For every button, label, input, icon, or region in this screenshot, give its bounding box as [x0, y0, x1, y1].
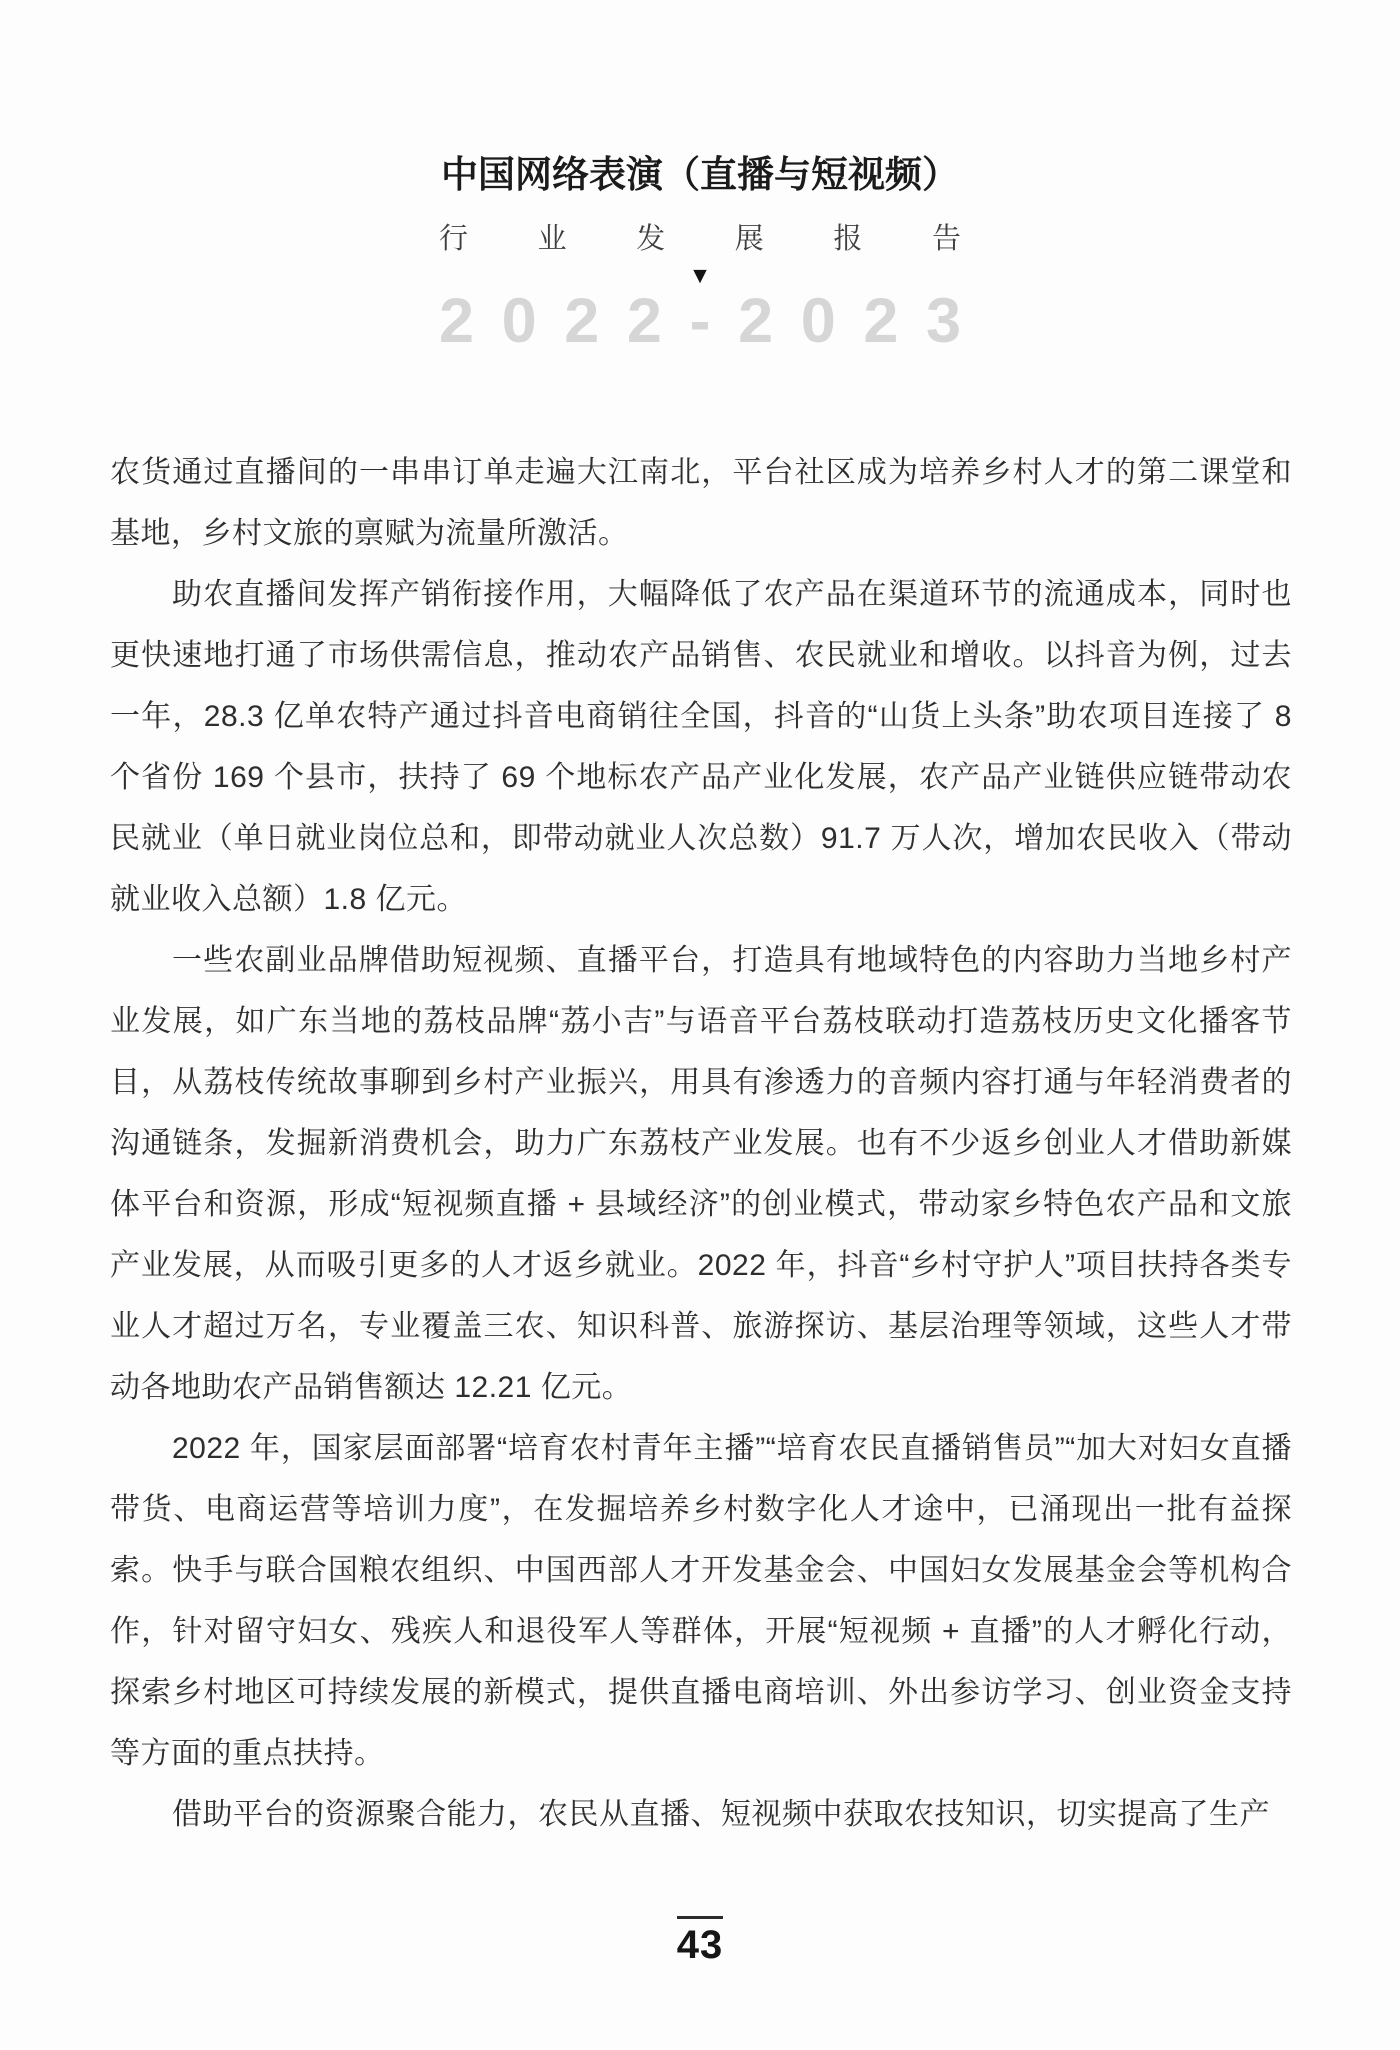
report-title: 中国网络表演（直播与短视频） [441, 154, 959, 195]
paragraph: 助农直播间发挥产销衔接作用，大幅降低了农产品在渠道环节的流通成本，同时也更快速地打通了市场供需信息，推动农产品销售、农民就业和增收。以抖音为例，过去一年，28.3 亿单农特产通过抖音电商销往全国，抖音的“山货上头条”助农项目连接了 8 个省份 169 个县市，扶持了 69 个地标农产品产业化发展，农产品产业链供应链带动农民就业（单日就业岗位总和，即带动就业人次总数）91.7 万人次，增加农民收入（带动就业收入总额）1.8 亿元。 [110, 578, 1292, 916]
page-header [439, 144, 961, 356]
paragraph: 一些农副业品牌借助短视频、直播平台，打造具有地域特色的内容助力当地乡村产业发展，如广东当地的荔枝品牌“荔小吉”与语音平台荔枝联动打造荔枝历史文化播客节目，从荔枝传统故事聊到乡村产业振兴，用具有渗透力的音频内容打通与年轻消费者的沟通链条，发掘新消费机会，助力广东荔枝产业发展。也有不少返乡创业人才借助新媒体平台和资源，形成“短视频直播 + 县域经济”的创业模式，带动家乡特色农产品和文旅产业发展，从而吸引更多的人才返乡就业。2022 年，抖音“乡村守护人”项目扶持各类专业人才超过万名，专业覆盖三农、知识科普、旅游探访、基层治理等领域，这些人才带动各地助农产品销售额达 12.21 亿元。 [110, 944, 1292, 1404]
paragraph: 2022 年，国家层面部署“培育农村青年主播”“培育农民直播销售员”“加大对妇女直播带货、电商运营等培训力度”，在发掘培养乡村数字化人才途中，已涌现出一批有益探索。快手与联合国粮农组织、中国西部人才开发基金会、中国妇女发展基金会等机构合作，针对留守妇女、残疾人和退役军人等群体，开展“短视频 + 直播”的人才孵化行动，探索乡村地区可持续发展的新模式，提供直播电商培训、外出参访学习、创业资金支持等方面的重点扶持。 [110, 1432, 1292, 1770]
page-footer [0, 1916, 1400, 1966]
report-year-range: 2 0 2 2 - 2 0 2 3 [439, 286, 961, 356]
footer-rule-line [677, 1916, 723, 1919]
page-number: 43 [676, 1923, 724, 1967]
paragraph: 借助平台的资源聚合能力，农民从直播、短视频中获取农技知识，切实提高了生产 [172, 1798, 1270, 1831]
body-paragraphs [110, 442, 1292, 1845]
triangle-down-icon: ▼ [688, 262, 712, 288]
report-subtitle: 行 业 发 展 报 告 [439, 223, 961, 255]
paragraph: 农货通过直播间的一串串订单走遍大江南北，平台社区成为培养乡村人才的第二课堂和基地，乡村文旅的禀赋为流量所激活。 [110, 456, 1292, 550]
